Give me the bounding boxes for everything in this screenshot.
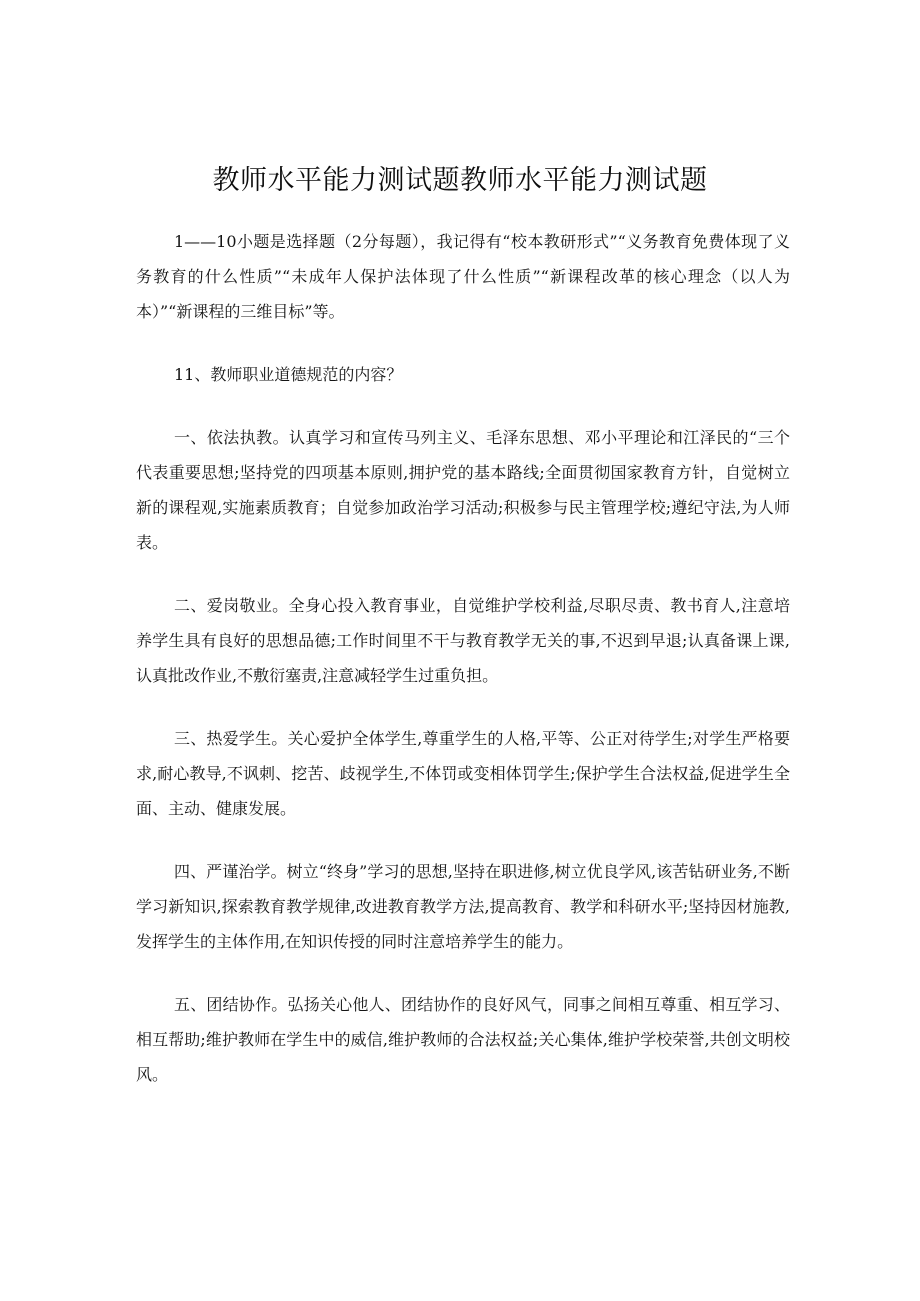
document-body [136,224,790,1120]
paragraph-intro: 1——10小题是选择题（2分每题），我记得有“校本教研形式”“义务教育免费体现了义务教育的什么性质”“未成年人保护法体现了什么性质”“新课程改革的核心理念（以人为本）”“新课程的三维目标”等。 [136,232,790,321]
document-title: 教师水平能力测试题教师水平能力测试题 [212,165,708,196]
paragraph-section-5: 五、团结协作。弘扬关心他人、团结协作的良好风气，同事之间相互尊重、相互学习、相互帮助;维护教师在学生中的威信,维护教师的合法权益;关心集体,维护学校荣誉,共创文明校风。 [136,995,790,1084]
paragraph-section-3: 三、热爱学生。关心爱护全体学生,尊重学生的人格,平等、公正对待学生;对学生严格要求,耐心教导,不讽刺、挖苦、歧视学生,不体罚或变相体罚学生;保护学生合法权益,促进学生全面、主动、健康发展。 [136,729,790,818]
paragraph-section-4: 四、严谨治学。树立“终身”学习的思想,坚持在职进修,树立优良学风,该苦钻研业务,不断学习新知识,探索教育教学规律,改进教育教学方法,提高教育、教学和科研水平;坚持因材施教,发挥学生的主体作用,在知识传授的同时注意培养学生的能力。 [136,862,790,951]
paragraph-section-2: 二、爱岗敬业。全身心投入教育事业，自觉维护学校利益,尽职尽责、教书育人,注意培养学生具有良好的思想品德;工作时间里不干与教育教学无关的事,不迟到早退;认真备课上课,认真批改作业,不敷衍塞责,注意减轻学生过重负担。 [136,596,790,685]
paragraph-section-1: 一、依法执教。认真学习和宣传马列主义、毛泽东思想、邓小平理论和江泽民的“三个代表重要思想;坚持党的四项基本原则,拥护党的基本路线;全面贯彻国家教育方针，自觉树立新的课程观,实施素质教育；自觉参加政治学习活动;积极参与民主管理学校;遵纪守法,为人师表。 [136,428,790,552]
paragraph-question-11: 11、教师职业道德规范的内容？ [174,365,403,384]
